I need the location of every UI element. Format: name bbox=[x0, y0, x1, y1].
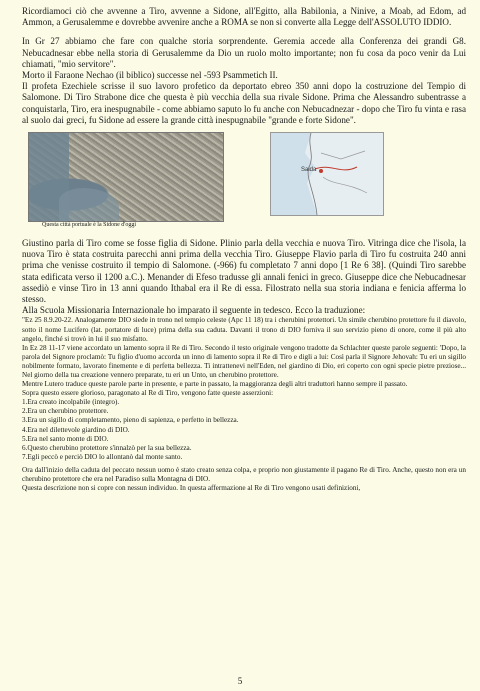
paragraph-nechao: Morto il Faraone Nechao (il biblico) successe nel -593 Psammetich II. bbox=[22, 70, 278, 81]
list-item: 2.Era un cherubino protettore. bbox=[22, 407, 109, 416]
photo-caption: Questa città portuale è la Sidone d'oggi bbox=[42, 222, 137, 229]
small-paragraph-ez28: In Ez 28 11-17 viene accordato un lamento sopra il Re di Tiro. Secondo il testo originale vengono tradotte da Schlachter queste parole seguenti: 'Dopo, la parola del Signore proclamò: Tu figlio d'uomo accorda un inno di lamento sopra il Re di Tiro e digli a lui: Così parla il Signore Jehovah: Tu eri un sigillo nobilmente formato, lavorato finemente e di perfetta bellezza. Ti intrattenevi nell'Eden, nel giardino di Dio, eri coperto con ogni specie pietre preziose... Nel giorno della tua creazione vennero preparate, tu eri un Unto, un cherubino protettore. bbox=[22, 343, 466, 380]
small-paragraph-ez25: "Ez 25 8.9.20-22. Analogamente DIO siede in trono nel tempio celeste (Apc 11 18) tra i cherubini protettori. Un simile cherubino protettore fu il diavolo, sotto il nome Lucifero (lat. portatore di luce) prima della sua caduta. Davanti il trono di DIO forniva il suo servizio pieno di onore, come il più alto angelo, finché si trovò in lui il suo misfatto. bbox=[22, 316, 466, 343]
paragraph-giustino: Giustino parla di Tiro come se fosse figlia di Sidone. Plinio parla della vecchia e nuova Tiro. Vitringa dice che l'isola, la nuova Tiro è stata costruita parecchi anni prima della vecchia Tiro. Giuseppe Flavio parla di Tiro fu costruita 240 anni prima che venisse costruito il tempio di Salomone. (-966) fu completato 7 anni dopo [1 Re 6 38]. (Quindi Tiro sarebbe stata edificata verso il 1200 a.C.). Menander di Efeso tradusse gli annali fenici in greco. Giuseppe dice che Nebucadnesar assediò e vinse Tiro in 13 anni quando Ithabal era il Re di essa. Filostrato nella sua storia indiana e fenicia afferma lo stesso. bbox=[22, 238, 466, 305]
small-paragraph-descrizione: Questa descrizione non si copre con nessun individuo. In questa affermazione al Re di Tiro vengono usati definizioni, bbox=[22, 484, 361, 493]
paragraph-scuola: Alla Scuola Missionaria Internazionale ho imparato il seguente in tedesco. Ecco la traduzione: bbox=[22, 305, 366, 316]
list-item: 4.Era nel dilettevole giardino di DIO. bbox=[22, 425, 130, 434]
page-number: 5 bbox=[237, 676, 243, 686]
sidon-map bbox=[270, 132, 384, 216]
map-label: Saida bbox=[301, 167, 317, 174]
intro-paragraph: Ricordiamoci ciò che avvenne a Tiro, avvenne a Sidone, all'Egitto, alla Babilonia, a Ninive, a Moab, ad Edom, ad Ammon, a Gerusalemme e dovrebbe avvenire anche a ROMA se non si converte alla Legge dell'ASSOLUTO IDDIO. bbox=[22, 6, 466, 28]
figures-row bbox=[22, 132, 466, 232]
document-page bbox=[22, 6, 466, 493]
list-item: 3.Era un sigillo di completamento, pieno di sapienza, e perfetto in bellezza. bbox=[22, 416, 239, 425]
small-paragraph-asserzioni: Sopra questo essere glorioso, paragonato al Re di Tiro, vengono fatte queste asserzioni: bbox=[22, 389, 274, 398]
list-item: 6.Questo cherubino protettore s'innalzò per la sua bellezza. bbox=[22, 443, 192, 452]
sidon-aerial-photo bbox=[28, 132, 224, 222]
list-item: 5.Era nel santo monte di DIO. bbox=[22, 434, 109, 443]
list-item: 7.Egli peccò e perciò DIO lo allontanò dal monte santo. bbox=[22, 452, 183, 461]
list-item: 1.Era creato incolpabile (integro). bbox=[22, 398, 120, 407]
paragraph-ezechiele: Il profeta Ezechiele scrisse il suo lavoro profetico da deportato ebreo 350 anni dopo la costruzione del Tempio di Salomone. Di Tiro Strabone dice che questa è più vecchia della sua rivale Sidone. Prima che Alessandro subentrasse a conquistarla, Tiro, era inespugnabile - come abbiamo saputo lo fu anche con Nebucadnezar - dopo che Tiro fu vinta e rasa al suolo dai greci, fu Sidone ad essere la grande città inespugnabile "grande e forte Sidone". bbox=[22, 81, 466, 125]
paragraph-geremia: In Gr 27 abbiamo che fare con qualche storia sorprendente. Geremia accede alla Conferenza dei grandi G8. Nebucadnesar ebbe nella storia di Gerusalemme da Dio un ruolo molto importante; non fu cosa da poco venir da Lui chiamati, "mio servitore". bbox=[22, 36, 466, 69]
small-paragraph-lutero: Mentre Lutero traduce queste parole parte in presente, e parte in passato, la maggioranza degli altri traduttori hanno sempre il passato. bbox=[22, 380, 408, 389]
small-paragraph-caduta: Ora dall'inizio della caduta del peccato nessun uomo è stato creato senza colpa, e proprio non giustamente il pagano Re di Tiro. Anche, questo non era un cherubino protettore che era nel Paradiso sulla Montagna di DIO. bbox=[22, 465, 466, 484]
